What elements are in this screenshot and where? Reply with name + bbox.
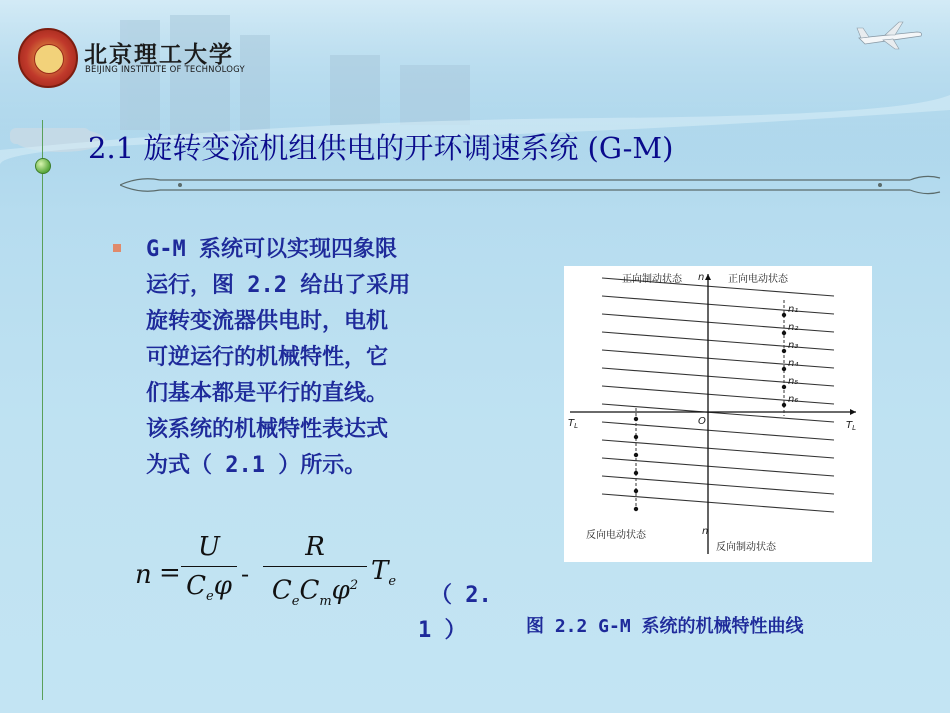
- axis-label-t-left: $T_L$: [568, 418, 579, 430]
- fraction-numerator: R: [305, 532, 325, 562]
- speed-label: n₄: [788, 358, 799, 369]
- characteristic-line: [602, 296, 834, 314]
- speed-labels: [788, 304, 798, 405]
- axis-label-n-top: n: [698, 272, 705, 283]
- decorative-green-dot: [35, 158, 51, 174]
- operating-point: [634, 489, 638, 493]
- characteristic-line: [602, 332, 834, 350]
- quadrant-label-forward-motoring: 正向电动状态: [728, 274, 788, 285]
- operating-point: [782, 367, 786, 371]
- operating-point: [782, 349, 786, 353]
- fraction-bar: [263, 566, 367, 567]
- characteristic-line: [602, 350, 834, 368]
- operating-point: [634, 417, 638, 421]
- mechanical-characteristic-figure: [564, 266, 872, 562]
- airplane-icon: [855, 18, 925, 52]
- title-divider-ornament: [120, 172, 942, 200]
- body-line: 旋转变流器供电时，电机: [146, 309, 389, 334]
- operating-point: [634, 453, 638, 457]
- fraction-bar: [181, 566, 237, 567]
- axis-label-n-bottom: n: [702, 526, 709, 537]
- speed-label: n₆: [788, 394, 799, 405]
- origin-label: O: [698, 416, 706, 427]
- body-line: 运行，图 2.2 给出了采用: [146, 273, 411, 298]
- fraction-numerator: U: [198, 532, 220, 562]
- formula-torque: $T_e$: [371, 556, 397, 590]
- characteristic-line: [602, 368, 834, 386]
- university-name-english: BEIJING INSTITUTE OF TECHNOLOGY: [85, 65, 245, 75]
- fraction-denominator: $C_eC_m\varphi^2$: [271, 575, 359, 609]
- operating-point: [782, 313, 786, 317]
- figure-caption: 图 2.2 G-M 系统的机械特性曲线: [526, 616, 804, 637]
- equation-number-line1: （ 2.: [430, 583, 492, 608]
- operating-point: [634, 471, 638, 475]
- body-line: G-M 系统可以实现四象限: [146, 237, 397, 262]
- operating-point: [634, 435, 638, 439]
- operating-point: [634, 507, 638, 511]
- quadrant-label-forward-braking: 正向制动状态: [622, 274, 682, 285]
- body-line: 们基本都是平行的直线。: [146, 381, 389, 406]
- fraction-denominator: $C_e\varphi$: [186, 571, 232, 605]
- characteristic-line: [602, 386, 834, 404]
- decorative-vertical-line: [42, 120, 43, 700]
- university-seal-logo: [18, 28, 78, 88]
- body-line: 可逆运行的机械特性，它: [146, 345, 389, 370]
- speed-label: n₅: [788, 376, 799, 387]
- body-line: 为式（ 2.1 ）所示。: [146, 453, 367, 478]
- operating-point: [782, 403, 786, 407]
- speed-label: n₁: [788, 304, 799, 315]
- operating-point: [782, 385, 786, 389]
- campus-background-image: [0, 0, 950, 200]
- formula-minus: -: [241, 560, 250, 588]
- quadrant-label-reverse-motoring: 反向电动状态: [586, 530, 646, 541]
- university-name-chinese: 北京理工大学: [84, 41, 234, 68]
- formula-equals: =: [159, 558, 181, 588]
- characteristic-line: [602, 314, 834, 332]
- operating-point: [782, 331, 786, 335]
- axis-label-t-right: $T_L$: [846, 420, 857, 432]
- formula-n: n: [135, 560, 152, 590]
- body-line: 该系统的机械特性表达式: [146, 417, 389, 442]
- slide-title: 2.1 旋转变流机组供电的开环调速系统 (G-M): [88, 131, 674, 165]
- characteristic-lines: [602, 278, 834, 512]
- fraction-r-over-ce-cm-phi2: [263, 530, 367, 619]
- seal-center-emblem: [34, 44, 64, 74]
- quadrant-label-reverse-braking: 反向制动状态: [716, 542, 776, 553]
- body-paragraph: [146, 232, 516, 484]
- characteristic-curves-diagram: [564, 266, 872, 562]
- torque-axis-arrow: [850, 409, 856, 415]
- speed-equation: [133, 530, 433, 620]
- speed-label: n₃: [788, 340, 799, 351]
- bullet-marker: [113, 244, 121, 252]
- fraction-u-over-ce-phi: [181, 530, 237, 614]
- speed-label: n₂: [788, 322, 799, 333]
- equation-number-line2: 1 ）: [418, 618, 467, 643]
- speed-axis-arrow: [705, 274, 711, 280]
